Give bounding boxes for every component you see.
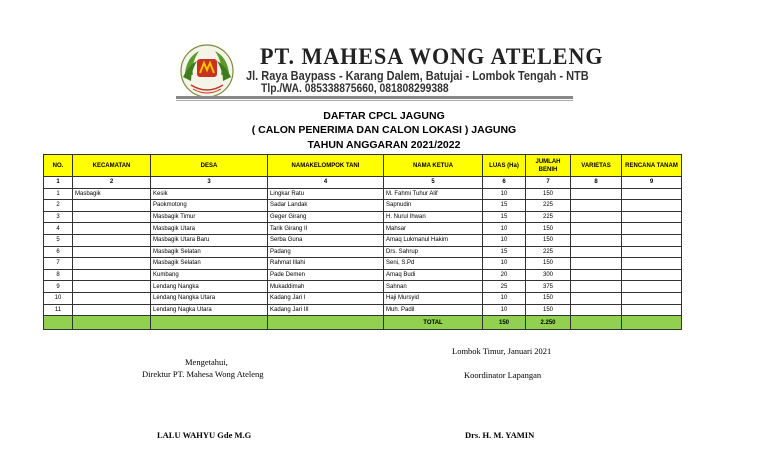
row-jumlah-benih: 150 — [526, 223, 571, 235]
row-rencana-tanam — [622, 258, 682, 270]
place-date: Lombok Timur, Januari 2021 — [452, 346, 552, 356]
director-name: LALU WAHYU Gde M.G — [157, 430, 252, 440]
row-no: 11 — [44, 304, 73, 316]
row-kecamatan: Masbagik — [73, 188, 151, 200]
cpcl-table — [43, 154, 682, 330]
row-rencana-tanam — [622, 281, 682, 293]
row-jumlah-benih: 150 — [526, 292, 571, 304]
row-desa: Masbagik Utara Baru — [151, 234, 268, 246]
row-no: 10 — [44, 292, 73, 304]
row-nama-ketua: Haji Mursyid — [384, 292, 483, 304]
acknowledged-label: Mengetahui, — [185, 357, 228, 367]
row-varietas — [571, 304, 622, 316]
column-number: 7 — [526, 177, 571, 189]
row-nama-ketua: Muh. Padil — [384, 304, 483, 316]
row-kelompok-tani: Kadang Jari I — [268, 292, 384, 304]
row-jumlah-benih: 150 — [526, 234, 571, 246]
row-jumlah-benih: 225 — [526, 200, 571, 212]
row-rencana-tanam — [622, 246, 682, 258]
header-desa: DESA — [151, 155, 268, 177]
row-no: 9 — [44, 281, 73, 293]
row-nama-ketua: Sapnudin — [384, 200, 483, 212]
table-row — [44, 211, 682, 223]
row-rencana-tanam — [622, 200, 682, 212]
company-name: PT. MAHESA WONG ATELENG — [260, 44, 604, 69]
row-varietas — [571, 292, 622, 304]
company-logo-icon — [177, 43, 237, 99]
total-luas: 150 — [483, 316, 526, 330]
header-luas: LUAS (Ha) — [483, 155, 526, 177]
row-kecamatan — [73, 246, 151, 258]
table-row — [44, 292, 682, 304]
row-luas: 10 — [483, 188, 526, 200]
header-jumlah-benih: JUMLAH BENIH — [526, 155, 571, 177]
table-row — [44, 258, 682, 270]
row-nama-ketua: M. Fahmi Tuhur Alif — [384, 188, 483, 200]
row-desa: Masbagik Utara — [151, 223, 268, 235]
row-varietas — [571, 223, 622, 235]
row-nama-ketua: Amaq Budi — [384, 269, 483, 281]
row-rencana-tanam — [622, 223, 682, 235]
row-luas: 20 — [483, 269, 526, 281]
row-jumlah-benih: 150 — [526, 188, 571, 200]
row-desa: Kesik — [151, 188, 268, 200]
row-jumlah-benih: 150 — [526, 304, 571, 316]
table-row — [44, 269, 682, 281]
header-nama-ketua: NAMA KETUA — [384, 155, 483, 177]
row-desa: Kumbang — [151, 269, 268, 281]
row-kelompok-tani: Pade Demen — [268, 269, 384, 281]
row-varietas — [571, 188, 622, 200]
row-kecamatan — [73, 304, 151, 316]
company-address: Jl. Raya Baypass - Karang Dalem, Batujai - Lombok Tengah - NTB — [246, 69, 589, 83]
column-number: 2 — [73, 177, 151, 189]
header-kelompok-tani: NAMAKELOMPOK TANI — [268, 155, 384, 177]
column-number: 4 — [268, 177, 384, 189]
row-rencana-tanam — [622, 269, 682, 281]
column-number-row — [44, 177, 682, 189]
column-number: 3 — [151, 177, 268, 189]
row-no: 5 — [44, 234, 73, 246]
row-kelompok-tani: Rahmat Illahi — [268, 258, 384, 270]
company-phone: Tlp./WA. 085338875660, 081808299388 — [261, 83, 449, 95]
coordinator-name: Drs. H. M. YAMIN — [465, 430, 535, 440]
row-rencana-tanam — [622, 188, 682, 200]
row-no: 3 — [44, 211, 73, 223]
row-varietas — [571, 246, 622, 258]
row-luas: 25 — [483, 281, 526, 293]
row-nama-ketua: Amaq Lukmanul Hakim — [384, 234, 483, 246]
header-kecamatan: KECAMATAN — [73, 155, 151, 177]
row-nama-ketua: Seni, S.Pd — [384, 258, 483, 270]
row-kecamatan — [73, 211, 151, 223]
document-subtitle: ( CALON PENERIMA DAN CALON LOKASI ) JAGUNG — [251, 124, 517, 136]
row-kecamatan — [73, 281, 151, 293]
row-nama-ketua: H. Nurul Ihwan — [384, 211, 483, 223]
row-kelompok-tani: Kadang Jari III — [268, 304, 384, 316]
column-number: 9 — [622, 177, 682, 189]
table-row — [44, 200, 682, 212]
table-row — [44, 246, 682, 258]
row-desa: Lendang Nangka Utara — [151, 292, 268, 304]
row-no: 4 — [44, 223, 73, 235]
row-kelompok-tani: Lingkar Ratu — [268, 188, 384, 200]
row-luas: 15 — [483, 246, 526, 258]
row-kecamatan — [73, 292, 151, 304]
letterhead-divider — [176, 96, 573, 99]
document-title: DAFTAR CPCL JAGUNG — [323, 110, 445, 122]
row-jumlah-benih: 375 — [526, 281, 571, 293]
row-luas: 15 — [483, 211, 526, 223]
row-luas: 10 — [483, 223, 526, 235]
row-luas: 10 — [483, 258, 526, 270]
row-varietas — [571, 234, 622, 246]
row-nama-ketua: Drs. Sahrup — [384, 246, 483, 258]
row-luas: 10 — [483, 292, 526, 304]
row-no: 2 — [44, 200, 73, 212]
row-desa: Lendang Nagka Utara — [151, 304, 268, 316]
row-no: 6 — [44, 246, 73, 258]
column-number: 6 — [483, 177, 526, 189]
row-kecamatan — [73, 269, 151, 281]
letterhead-divider-thin — [176, 100, 573, 101]
total-label: TOTAL — [384, 316, 483, 330]
row-nama-ketua: Sahnan — [384, 281, 483, 293]
row-varietas — [571, 211, 622, 223]
row-luas: 10 — [483, 304, 526, 316]
row-varietas — [571, 281, 622, 293]
column-number: 1 — [44, 177, 73, 189]
row-rencana-tanam — [622, 234, 682, 246]
row-luas: 15 — [483, 200, 526, 212]
row-nama-ketua: Mahsar — [384, 223, 483, 235]
table-row — [44, 223, 682, 235]
table-header-row — [44, 155, 682, 177]
table-row — [44, 304, 682, 316]
row-rencana-tanam — [622, 304, 682, 316]
row-no: 8 — [44, 269, 73, 281]
row-kelompok-tani: Sadar Landak — [268, 200, 384, 212]
row-no: 1 — [44, 188, 73, 200]
row-desa: Masbagik Timur — [151, 211, 268, 223]
row-kelompok-tani: Padang — [268, 246, 384, 258]
row-no: 7 — [44, 258, 73, 270]
table-row — [44, 281, 682, 293]
row-jumlah-benih: 225 — [526, 211, 571, 223]
column-number: 5 — [384, 177, 483, 189]
table-row — [44, 188, 682, 200]
row-kecamatan — [73, 200, 151, 212]
row-rencana-tanam — [622, 211, 682, 223]
row-varietas — [571, 200, 622, 212]
row-rencana-tanam — [622, 292, 682, 304]
row-kecamatan — [73, 223, 151, 235]
row-jumlah-benih: 225 — [526, 246, 571, 258]
row-jumlah-benih: 150 — [526, 258, 571, 270]
header-no: NO. — [44, 155, 73, 177]
row-kecamatan — [73, 258, 151, 270]
row-varietas — [571, 269, 622, 281]
header-varietas: VARIETAS — [571, 155, 622, 177]
column-number: 8 — [571, 177, 622, 189]
row-kelompok-tani: Serba Guna — [268, 234, 384, 246]
total-benih: 2.250 — [526, 316, 571, 330]
document-year: TAHUN ANGGARAN 2021/2022 — [307, 139, 461, 151]
row-jumlah-benih: 300 — [526, 269, 571, 281]
row-desa: Masbagik Selatan — [151, 258, 268, 270]
row-kelompok-tani: Tarik Girang II — [268, 223, 384, 235]
header-rencana-tanam: RENCANA TANAM — [622, 155, 682, 177]
total-row — [44, 316, 682, 330]
coordinator-title: Koordinator Lapangan — [464, 370, 542, 380]
row-kelompok-tani: Geger Girang — [268, 211, 384, 223]
row-varietas — [571, 258, 622, 270]
row-desa: Masbagik Selatan — [151, 246, 268, 258]
table-row — [44, 234, 682, 246]
row-kecamatan — [73, 234, 151, 246]
row-kelompok-tani: Mukaddimah — [268, 281, 384, 293]
row-desa: Paokmotong — [151, 200, 268, 212]
row-luas: 10 — [483, 234, 526, 246]
director-title: Direktur PT. Mahesa Wong Ateleng — [142, 369, 264, 379]
row-desa: Lendang Nangka — [151, 281, 268, 293]
